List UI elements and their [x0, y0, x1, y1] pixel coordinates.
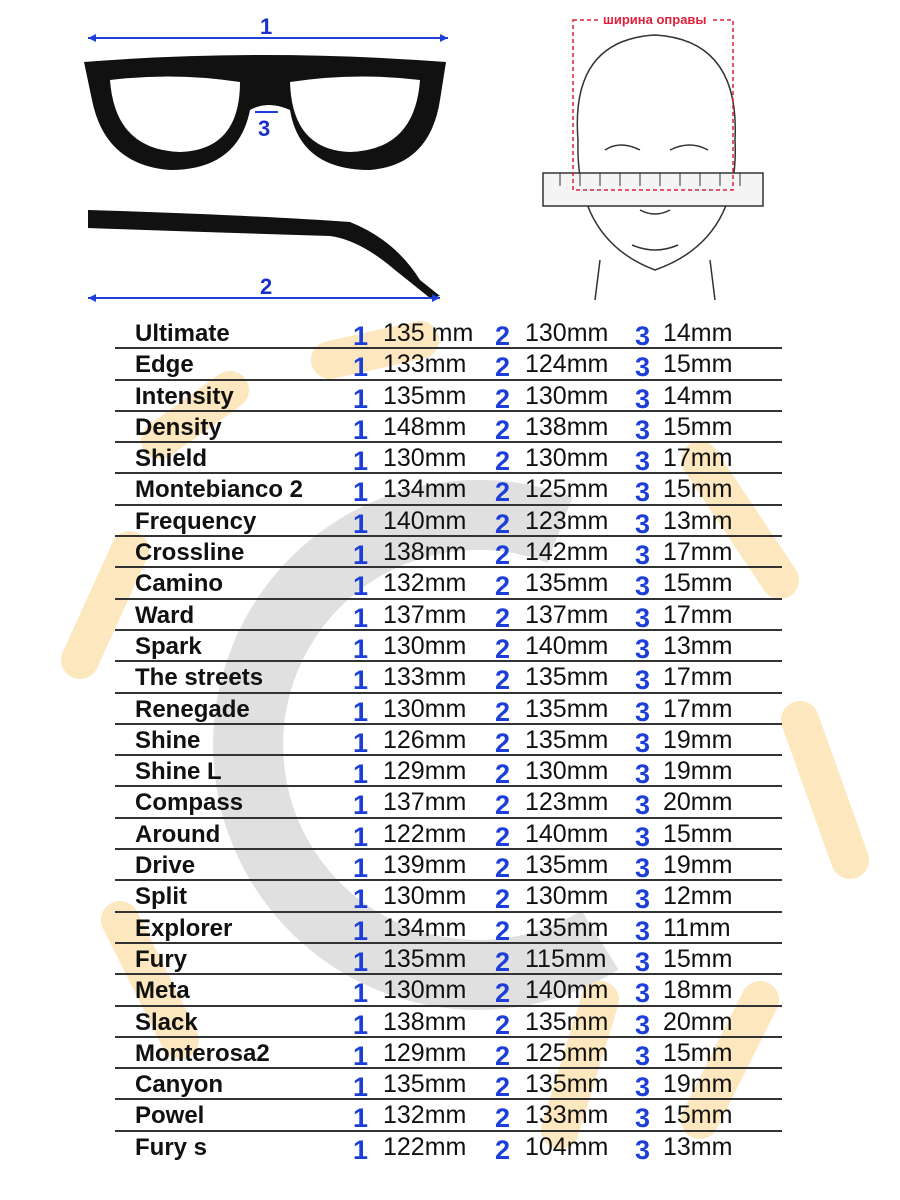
- marker-3: 3: [635, 696, 651, 727]
- temple-length-value: 130mm: [525, 319, 609, 347]
- frame-width-value: 137mm: [383, 788, 467, 817]
- marker-1: 1: [353, 321, 369, 351]
- marker-2: 2: [495, 477, 511, 508]
- marker-1: 1: [353, 790, 369, 821]
- model-name: Shine: [135, 726, 201, 754]
- frame-width-value: 148mm: [383, 412, 467, 441]
- marker-2: 2: [495, 946, 511, 977]
- model-name: Montebianco 2: [135, 476, 304, 504]
- frame-width-value: 133mm: [383, 350, 467, 379]
- temple-length-value: 125mm: [525, 475, 609, 504]
- table-row: [115, 756, 782, 790]
- marker-2: 2: [495, 759, 511, 790]
- marker-2: 2: [495, 853, 511, 884]
- model-name: Ward: [135, 601, 195, 629]
- marker-2: 2: [495, 1040, 511, 1071]
- model-name: Intensity: [135, 382, 234, 410]
- size-diagram: [0, 0, 900, 310]
- table-row: [115, 975, 782, 1009]
- temple-length-value: 135mm: [525, 725, 609, 754]
- marker-3: 3: [635, 884, 651, 915]
- face-illustration: [577, 35, 735, 300]
- temple-length-value: 115mm: [525, 944, 607, 973]
- frame-width-value: 130mm: [383, 631, 467, 660]
- marker-1: 1: [353, 1103, 369, 1134]
- marker-2: 2: [495, 1009, 511, 1040]
- frame-width-value: 135mm: [383, 1070, 467, 1099]
- temple-length-value: 123mm: [525, 506, 609, 535]
- frame-width-value: 130mm: [383, 976, 467, 1005]
- table-row: [115, 1007, 782, 1038]
- marker-3: 3: [635, 321, 651, 351]
- frame-width-value: 135 mm: [383, 319, 474, 347]
- bridge-width-value: 15mm: [663, 819, 733, 848]
- marker-3: 3: [635, 1009, 651, 1040]
- bridge-width-value: 19mm: [663, 1070, 733, 1099]
- marker-1: 1: [353, 571, 369, 602]
- frame-width-value: 132mm: [383, 569, 467, 598]
- marker-3: 3: [635, 978, 651, 1009]
- table-row: [115, 537, 782, 571]
- marker-2: 2: [495, 321, 511, 351]
- marker-1: 1: [353, 759, 369, 790]
- frame-width-value: 129mm: [383, 1038, 467, 1067]
- bridge-width-value: 13mm: [663, 1132, 733, 1161]
- table-row: [115, 850, 782, 884]
- table-row: [115, 913, 782, 944]
- bridge-width-value: 15mm: [663, 475, 733, 504]
- marker-2: 2: [495, 821, 511, 852]
- size-table: [115, 318, 782, 1163]
- frame-width-value: 130mm: [383, 694, 467, 723]
- marker-3: 3: [635, 414, 651, 445]
- frame-width-value: 129mm: [383, 757, 467, 786]
- model-name: Frequency: [135, 507, 257, 535]
- bridge-width-value: 15mm: [663, 569, 733, 598]
- model-name: Around: [135, 820, 221, 848]
- marker-1: 1: [353, 1134, 369, 1165]
- table-row: [115, 412, 782, 443]
- marker-1: 1: [353, 884, 369, 915]
- temple-length-value: 104mm: [525, 1132, 609, 1161]
- marker-3: 3: [635, 477, 651, 508]
- temple-length-value: 138mm: [525, 412, 609, 441]
- temple-length-value: 130mm: [525, 757, 609, 786]
- bridge-width-value: 12mm: [663, 882, 733, 911]
- temple-length-value: 135mm: [525, 851, 609, 880]
- frame-width-value: 130mm: [383, 882, 467, 911]
- marker-2: 2: [495, 727, 511, 758]
- marker-3: 3: [635, 602, 651, 633]
- frame-width-value: 138mm: [383, 1007, 467, 1036]
- table-row: [115, 1038, 782, 1069]
- marker-1: 1: [353, 446, 369, 477]
- table-row: [115, 381, 782, 412]
- marker-2: 2: [495, 790, 511, 821]
- table-row: [115, 568, 782, 602]
- model-name: Split: [135, 883, 187, 911]
- model-name: Meta: [135, 977, 190, 1005]
- model-name: Ultimate: [135, 320, 230, 347]
- table-row: [115, 881, 782, 915]
- frame-width-value: 126mm: [383, 725, 467, 754]
- marker-3: 3: [635, 759, 651, 790]
- marker-3: 3: [635, 1134, 651, 1165]
- table-row: [115, 600, 782, 631]
- bridge-width-value: 17mm: [663, 538, 733, 567]
- marker-1: 1: [353, 727, 369, 758]
- temple-length-value: 135mm: [525, 663, 609, 692]
- marker-2: 2: [495, 884, 511, 915]
- model-name: The streets: [135, 664, 264, 692]
- temple-length-value: 124mm: [525, 350, 609, 379]
- bridge-width-value: 17mm: [663, 444, 733, 473]
- frame-width-value: 130mm: [383, 444, 467, 473]
- table-row: [115, 443, 782, 477]
- model-name: Powel: [135, 1102, 205, 1130]
- bridge-width-value: 14mm: [663, 319, 733, 347]
- model-name: Edge: [135, 351, 194, 379]
- marker-1: 1: [353, 853, 369, 884]
- temple-length-value: 123mm: [525, 788, 609, 817]
- temple-length-value: 135mm: [525, 1070, 609, 1099]
- frame-width-value: 135mm: [383, 944, 467, 973]
- table-row: [115, 662, 782, 696]
- marker-1: 1: [353, 633, 369, 664]
- bridge-width-value: 15mm: [663, 1101, 733, 1130]
- marker-1: 1: [353, 821, 369, 852]
- marker-1: 1: [353, 1040, 369, 1071]
- frame-width-value: 122mm: [383, 1132, 467, 1161]
- marker-1: 1: [353, 540, 369, 571]
- marker-1: 1: [353, 414, 369, 445]
- marker-3: 3: [635, 571, 651, 602]
- model-name: Shine L: [135, 758, 222, 786]
- marker-2: 2: [495, 1072, 511, 1103]
- model-name: Shield: [135, 445, 208, 473]
- bridge-width-value: 13mm: [663, 631, 733, 660]
- frame-width-value: 137mm: [383, 600, 467, 629]
- temple-length-value: 140mm: [525, 976, 609, 1005]
- temple-length-value: 133mm: [525, 1101, 609, 1130]
- marker-3: 3: [635, 790, 651, 821]
- bridge-width-value: 15mm: [663, 350, 733, 379]
- marker-3: 3: [635, 446, 651, 477]
- marker-1: 1: [353, 352, 369, 383]
- marker-1: 1: [353, 946, 369, 977]
- marker-2: 2: [495, 665, 511, 696]
- marker-1: 1: [353, 696, 369, 727]
- bridge-width-value: 13mm: [663, 506, 733, 535]
- bridge-width-value: 19mm: [663, 757, 733, 786]
- table-row: [115, 474, 782, 508]
- table-row: [115, 631, 782, 662]
- bridge-width-value: 17mm: [663, 600, 733, 629]
- temple-length-value: 130mm: [525, 381, 609, 410]
- marker-3: 3: [635, 665, 651, 696]
- bridge-width-value: 14mm: [663, 381, 733, 410]
- temple-length-value: 135mm: [525, 913, 609, 942]
- marker-2: 2: [495, 352, 511, 383]
- frame-width-value: 133mm: [383, 663, 467, 692]
- bridge-width-value: 20mm: [663, 1007, 733, 1036]
- model-name: Fury s: [135, 1133, 208, 1161]
- marker-1: 1: [353, 665, 369, 696]
- model-name: Fury: [135, 945, 188, 973]
- marker-3: 3: [635, 633, 651, 664]
- frame-width-value: 122mm: [383, 819, 467, 848]
- table-row: [115, 1132, 782, 1163]
- marker-1: 1: [353, 915, 369, 946]
- table-row: [115, 944, 782, 975]
- marker-1: 1: [353, 383, 369, 414]
- table-row: [115, 694, 782, 725]
- marker-3: 3: [635, 508, 651, 539]
- marker-1: 1: [353, 508, 369, 539]
- model-name: Camino: [135, 570, 224, 598]
- marker-2: 2: [495, 540, 511, 571]
- marker-2: 2: [495, 602, 511, 633]
- model-name: Compass: [135, 789, 244, 817]
- marker-1: 1: [353, 1009, 369, 1040]
- marker-1: 1: [353, 477, 369, 508]
- dimension-label-width: 1: [260, 14, 273, 39]
- model-name: Slack: [135, 1008, 198, 1036]
- marker-2: 2: [495, 571, 511, 602]
- model-name: Density: [135, 413, 222, 441]
- marker-2: 2: [495, 383, 511, 414]
- table-row: [115, 349, 782, 383]
- marker-2: 2: [495, 508, 511, 539]
- marker-2: 2: [495, 633, 511, 664]
- frame-width-value: 132mm: [383, 1101, 467, 1130]
- marker-3: 3: [635, 1072, 651, 1103]
- bridge-width-value: 11mm: [663, 913, 731, 942]
- model-name: Spark: [135, 632, 202, 660]
- marker-2: 2: [495, 446, 511, 477]
- marker-2: 2: [495, 915, 511, 946]
- marker-2: 2: [495, 414, 511, 445]
- temple-length-value: 130mm: [525, 882, 609, 911]
- marker-3: 3: [635, 383, 651, 414]
- temple-length-value: 135mm: [525, 694, 609, 723]
- temple-length-value: 140mm: [525, 631, 609, 660]
- bridge-width-value: 19mm: [663, 725, 733, 754]
- table-row: [115, 725, 782, 756]
- marker-2: 2: [495, 696, 511, 727]
- dimension-label-bridge: 3: [258, 116, 271, 141]
- marker-3: 3: [635, 727, 651, 758]
- bridge-width-value: 17mm: [663, 694, 733, 723]
- temple-length-value: 142mm: [525, 538, 609, 567]
- model-name: Explorer: [135, 914, 233, 942]
- marker-3: 3: [635, 1103, 651, 1134]
- temple-length-value: 125mm: [525, 1038, 609, 1067]
- bridge-width-value: 17mm: [663, 663, 733, 692]
- temple-length-value: 135mm: [525, 1007, 609, 1036]
- temple-length-value: 135mm: [525, 569, 609, 598]
- dimension-label-temple: 2: [260, 274, 273, 299]
- marker-3: 3: [635, 946, 651, 977]
- bridge-width-value: 15mm: [663, 1038, 733, 1067]
- marker-3: 3: [635, 1040, 651, 1071]
- model-name: Drive: [135, 852, 196, 880]
- table-row: [115, 1069, 782, 1103]
- table-row: [115, 506, 782, 537]
- marker-2: 2: [495, 1134, 511, 1165]
- bridge-width-value: 18mm: [663, 976, 733, 1005]
- marker-3: 3: [635, 540, 651, 571]
- bridge-width-value: 19mm: [663, 851, 733, 880]
- frame-width-label: ширина оправы: [600, 12, 710, 27]
- marker-1: 1: [353, 1072, 369, 1103]
- frame-width-value: 138mm: [383, 538, 467, 567]
- table-row: [115, 318, 782, 349]
- model-name: Crossline: [135, 539, 245, 567]
- marker-3: 3: [635, 853, 651, 884]
- model-name: Renegade: [135, 695, 250, 723]
- marker-3: 3: [635, 821, 651, 852]
- temple-length-value: 137mm: [525, 600, 609, 629]
- marker-2: 2: [495, 978, 511, 1009]
- model-name: Monterosa2: [135, 1039, 270, 1067]
- bridge-width-value: 15mm: [663, 944, 733, 973]
- marker-1: 1: [353, 602, 369, 633]
- model-name: Canyon: [135, 1071, 224, 1099]
- glasses-illustration: [0, 0, 900, 310]
- frame-width-value: 135mm: [383, 381, 467, 410]
- frame-width-value: 139mm: [383, 851, 467, 880]
- temple-length-value: 140mm: [525, 819, 609, 848]
- marker-1: 1: [353, 978, 369, 1009]
- frame-width-value: 134mm: [383, 913, 467, 942]
- frame-width-value: 140mm: [383, 506, 467, 535]
- table-row: [115, 819, 782, 850]
- marker-3: 3: [635, 915, 651, 946]
- frame-width-value: 134mm: [383, 475, 467, 504]
- table-row: [115, 787, 782, 821]
- bridge-width-value: 15mm: [663, 412, 733, 441]
- table-row: [115, 1100, 782, 1134]
- bridge-width-value: 20mm: [663, 788, 733, 817]
- temple-length-value: 130mm: [525, 444, 609, 473]
- marker-3: 3: [635, 352, 651, 383]
- marker-2: 2: [495, 1103, 511, 1134]
